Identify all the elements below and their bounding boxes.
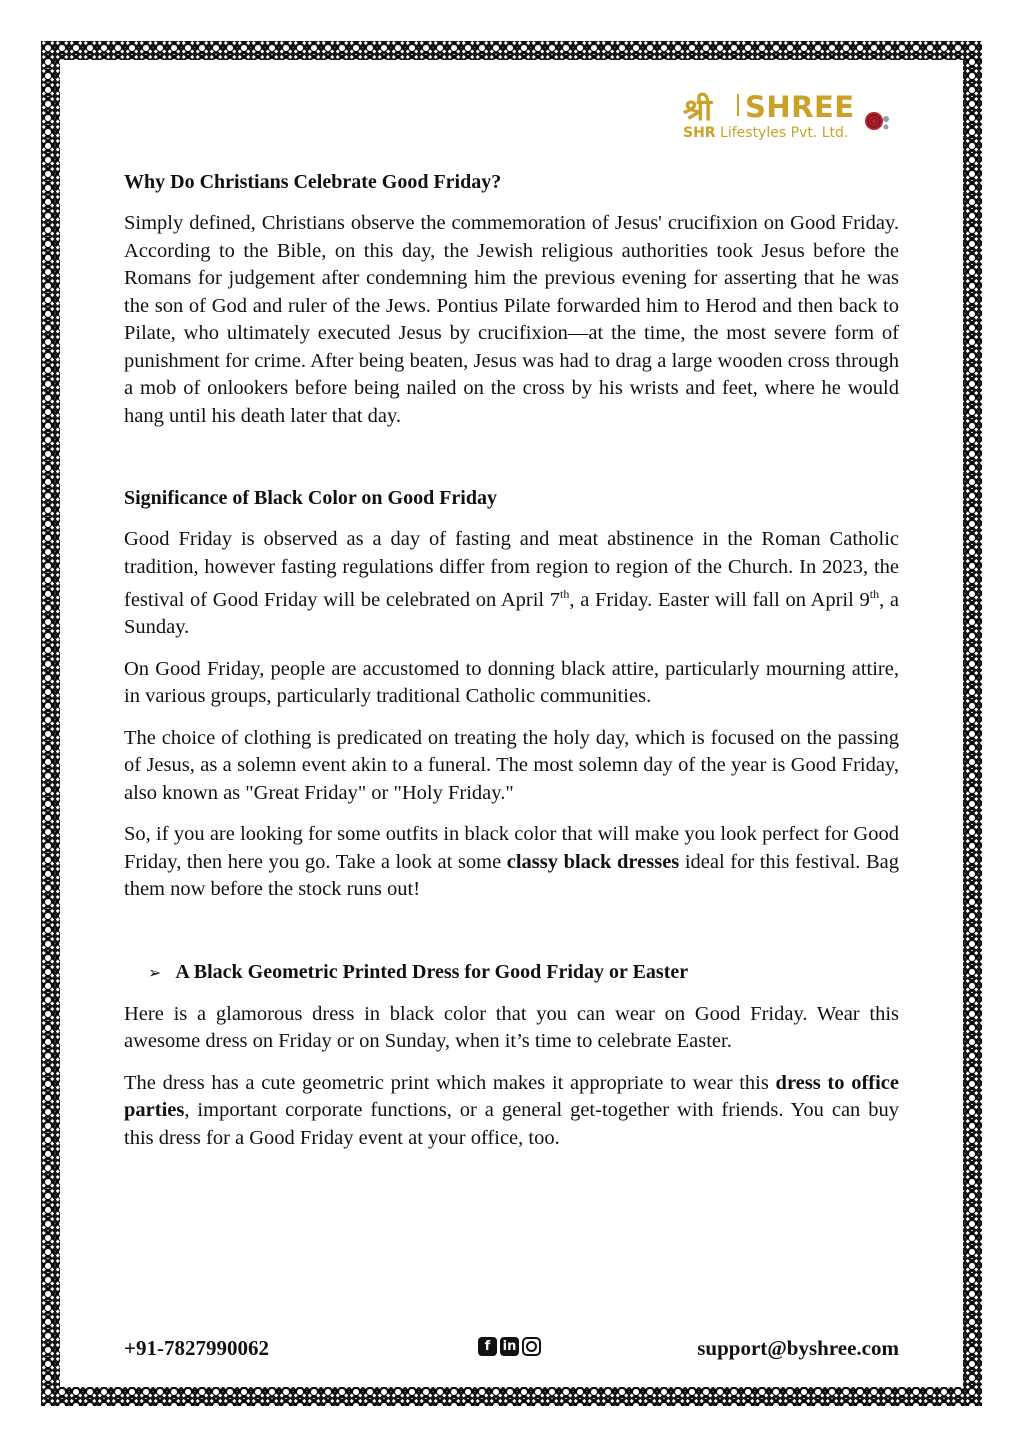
paragraph: Good Friday is observed as a day of fasting and meat abstinence in the Roman Catholic tradition, however fasting regulations differ from region to region of the Church. In 2023, the festival of Good Friday will be celebrated on April 7th, a Friday. Easter will fall on April 9th, a Sunday. xyxy=(124,528,899,639)
logo-company xyxy=(683,125,848,141)
social-icons xyxy=(478,1337,541,1356)
inline-link-dress-to-office-parties[interactable]: dress to office parties xyxy=(124,1071,899,1122)
logo-name: SHREE xyxy=(745,90,855,124)
arrow-bullet-icon: ➢ xyxy=(148,962,162,982)
section-heading: Significance of Black Color on Good Friday xyxy=(124,487,497,509)
brand-logo[interactable] xyxy=(683,88,908,148)
logo-devanagari: श्री xyxy=(683,93,713,128)
logo-company-rest: Lifestyles Pvt. Ltd. xyxy=(715,125,849,141)
footer-phone[interactable]: +91-7827990062 xyxy=(124,1336,269,1360)
document-body xyxy=(124,168,899,1166)
paragraph: So, if you are looking for some outfits in black color that will make you look perfect for Good Friday, then here you go. Take a look at some classy black dresses ideal for this festival. Bag them now before the stock runs out! xyxy=(124,823,899,901)
rose-icon xyxy=(863,108,891,136)
bullet-heading: ➢ A Black Geometric Printed Dress for Good Friday or Easter xyxy=(148,960,689,983)
paragraph: The choice of clothing is predicated on treating the holy day, which is focused on the passing of Jesus, as a solemn event akin to a funeral. The most solemn day of the year is Good Friday, also known as "Great Friday" or "Holy Friday." xyxy=(124,726,899,804)
facebook-icon[interactable]: f xyxy=(478,1337,497,1356)
logo-separator xyxy=(737,94,739,116)
linkedin-icon[interactable]: in xyxy=(500,1337,519,1356)
paragraph: The dress has a cute geometric print which makes it appropriate to wear this dress to office parties, important corporate functions, or a general get-together with friends. You can buy this dress for a Good Friday event at your office, too. xyxy=(124,1071,899,1149)
instagram-icon[interactable] xyxy=(522,1337,541,1356)
paragraph: Simply defined, Christians observe the commemoration of Jesus' crucifixion on Good Friday. According to the Bible, on this day, the Jewish religious authorities took Jesus before the Romans for judgement after condemning him the previous evening for asserting that he was the son of God and ruler of the Jews. Pontius Pilate forwarded him to Herod and then back to Pilate, who ultimately executed Jesus by crucifixion—at the time, the most severe form of punishment for crime. After being beaten, Jesus was had to drag a large wooden cross through a mob of onlookers before being nailed on the cross by his wrists and feet, where he would hang until his death later that day. xyxy=(124,212,899,427)
section-heading: Why Do Christians Celebrate Good Friday? xyxy=(124,171,502,193)
paragraph: On Good Friday, people are accustomed to donning black attire, particularly mourning attire, in various groups, particularly traditional Catholic communities. xyxy=(124,657,899,708)
logo-company-bold: SHR xyxy=(683,125,716,141)
footer-email[interactable]: support@byshree.com xyxy=(697,1336,899,1360)
paragraph: Here is a glamorous dress in black color that you can wear on Good Friday. Wear this awesome dress on Friday or on Sunday, when it’s time to celebrate Easter. xyxy=(124,1002,899,1053)
inline-link-classy-black-dresses[interactable]: classy black dresses xyxy=(506,850,680,873)
